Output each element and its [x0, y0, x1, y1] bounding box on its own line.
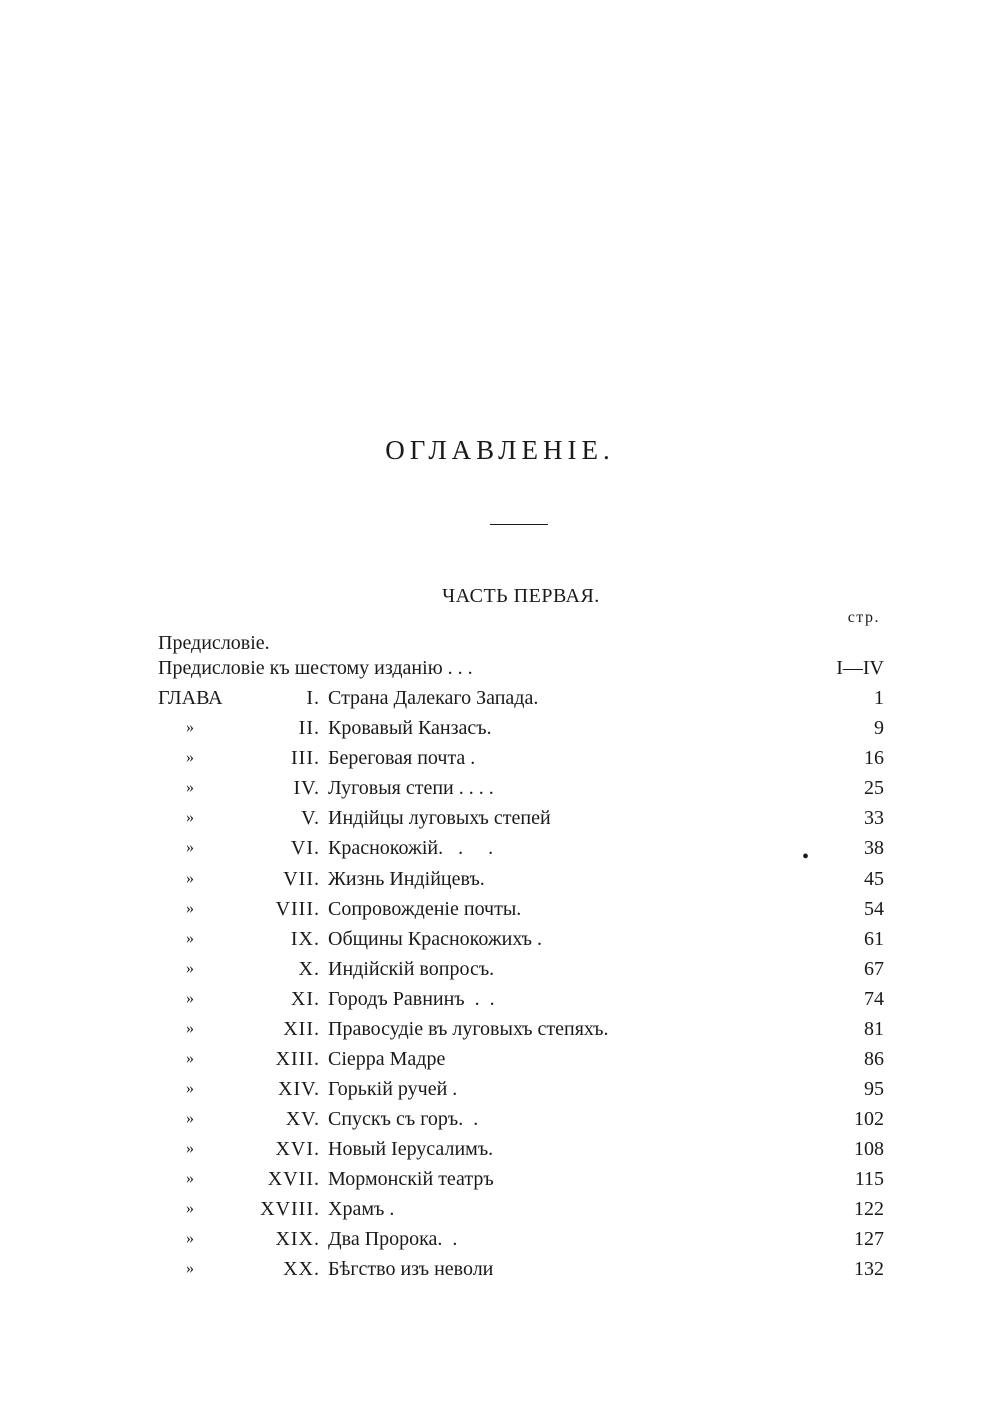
toc-chapter-row	[0, 1134, 1000, 1164]
chapter-title: Луговыя степи . . . .	[328, 777, 494, 799]
chapter-title: Бѣгство изъ неволи	[328, 1258, 494, 1280]
part-heading: ЧАСТЬ ПЕРВАЯ.	[442, 585, 600, 607]
chapter-number: XIII.	[275, 1048, 320, 1070]
chapter-page: 81	[864, 1018, 884, 1040]
ditto-mark: »	[186, 1260, 194, 1277]
toc-chapter-row	[0, 954, 1000, 984]
page-title: ОГЛАВЛЕНІЕ.	[385, 435, 615, 465]
chapter-page: 102	[854, 1108, 884, 1130]
chapter-title: Кровавый Канзасъ.	[328, 717, 492, 739]
ditto-mark: »	[186, 900, 194, 917]
chapter-number: II.	[298, 717, 320, 739]
chapter-page: 9	[874, 717, 884, 739]
chapter-number: XII.	[283, 1018, 320, 1040]
ditto-mark: »	[186, 839, 194, 856]
chapter-page: 25	[864, 777, 884, 799]
ditto-mark: »	[186, 1020, 194, 1037]
chapter-page: 86	[864, 1048, 884, 1070]
chapter-title: Горькій ручей .	[328, 1078, 458, 1100]
toc-chapter-row	[0, 1014, 1000, 1044]
toc-chapter-row	[0, 1194, 1000, 1224]
ditto-mark: »	[186, 1200, 194, 1217]
toc-entry-page: I—IV	[836, 657, 884, 679]
chapter-page: 61	[864, 928, 884, 950]
chapter-title: Краснокожій. . .	[328, 837, 494, 859]
ditto-mark: »	[186, 1140, 194, 1157]
ditto-mark: »	[186, 749, 194, 766]
chapter-title: Страна Далекаго Запада.	[328, 687, 539, 709]
chapter-number: X.	[298, 958, 320, 980]
toc-front-matter-item	[0, 653, 1000, 683]
chapter-number: XIX.	[275, 1228, 320, 1250]
chapter-number: VI.	[290, 837, 320, 859]
ditto-mark: »	[186, 1230, 194, 1247]
chapter-page: 115	[854, 1168, 884, 1190]
chapter-number: XVIII.	[260, 1198, 320, 1220]
chapter-page: 95	[864, 1078, 884, 1100]
ditto-mark: »	[186, 960, 194, 977]
ditto-mark: »	[186, 779, 194, 796]
toc-chapter-row	[0, 683, 1000, 713]
ditto-mark: »	[186, 719, 194, 736]
chapter-page: 67	[864, 958, 884, 980]
chapter-number: IV.	[293, 777, 320, 799]
chapter-page: 33	[864, 807, 884, 829]
toc-entry-title: Предисловіе къ шестому изданію . . .	[158, 657, 473, 679]
page-column-label: стр.	[847, 609, 880, 626]
chapter-title: Мормонскій театръ	[328, 1168, 494, 1190]
chapter-title: Общины Краснокожихъ .	[328, 928, 542, 950]
ditto-mark: »	[186, 1080, 194, 1097]
chapter-page: 74	[864, 988, 884, 1010]
chapter-number: XV.	[285, 1108, 320, 1130]
print-speck: •	[802, 846, 810, 868]
chapter-page: 45	[864, 868, 884, 890]
ditto-mark: »	[186, 809, 194, 826]
chapter-number: VIII.	[275, 898, 320, 920]
toc-chapter-row	[0, 924, 1000, 954]
toc-chapter-row	[0, 1254, 1000, 1284]
chapter-number: XVII.	[267, 1168, 320, 1190]
chapter-number: III.	[291, 747, 320, 769]
chapter-title: Жизнь Индійцевъ.	[328, 868, 485, 890]
chapter-title: Храмъ .	[328, 1198, 395, 1220]
toc-chapter-row	[0, 713, 1000, 743]
chapter-number: XI.	[290, 988, 320, 1010]
toc-chapter-row	[0, 1164, 1000, 1194]
toc-chapter-row	[0, 803, 1000, 833]
chapter-number: I.	[306, 687, 320, 709]
toc-chapter-row	[0, 1104, 1000, 1134]
chapter-title: Два Пророка. .	[328, 1228, 458, 1250]
toc-entry-title: Предисловіе.	[158, 632, 270, 654]
chapter-title: Новый Іерусалимъ.	[328, 1138, 494, 1160]
title-divider	[490, 524, 548, 525]
ditto-mark: »	[186, 1110, 194, 1127]
chapter-title: Индійцы луговыхъ степей	[328, 807, 551, 829]
chapter-page: 54	[864, 898, 884, 920]
toc-chapter-row	[0, 894, 1000, 924]
chapter-page: 108	[854, 1138, 884, 1160]
toc-chapter-row	[0, 1224, 1000, 1254]
chapter-number: V.	[301, 807, 320, 829]
chapter-title: Береговая почта .	[328, 747, 476, 769]
chapter-title: Сіерра Мадре	[328, 1048, 446, 1070]
chapter-title: Спускъ съ горъ. .	[328, 1108, 479, 1130]
ditto-mark: »	[186, 870, 194, 887]
chapter-title: Сопровожденіе почты.	[328, 898, 522, 920]
chapter-page: 38	[864, 837, 884, 859]
toc-chapter-row	[0, 1044, 1000, 1074]
chapter-number: XIV.	[278, 1078, 320, 1100]
toc-chapter-row	[0, 773, 1000, 803]
toc-chapter-row	[0, 1074, 1000, 1104]
chapter-title: Городъ Равнинъ . .	[328, 988, 495, 1010]
chapter-number: XVI.	[275, 1138, 320, 1160]
chapter-page: 1	[874, 687, 884, 709]
chapter-number: VII.	[283, 868, 320, 890]
chapter-title: Правосудіе въ луговыхъ степяхъ.	[328, 1018, 609, 1040]
chapter-page: 127	[854, 1228, 884, 1250]
ditto-mark: »	[186, 990, 194, 1007]
chapter-number: XX.	[283, 1258, 320, 1280]
toc-chapter-row	[0, 864, 1000, 894]
toc-chapter-row	[0, 743, 1000, 773]
ditto-mark: »	[186, 1170, 194, 1187]
ditto-mark: »	[186, 1050, 194, 1067]
ditto-mark: »	[186, 930, 194, 947]
chapter-page: 16	[864, 747, 884, 769]
toc-chapter-row	[0, 833, 1000, 863]
chapter-page: 122	[854, 1198, 884, 1220]
chapter-number: IX.	[290, 928, 320, 950]
chapter-page: 132	[854, 1258, 884, 1280]
chapter-title: Индійскій вопросъ.	[328, 958, 495, 980]
toc-chapter-row	[0, 984, 1000, 1014]
chapter-word: ГЛАВА	[158, 687, 223, 709]
